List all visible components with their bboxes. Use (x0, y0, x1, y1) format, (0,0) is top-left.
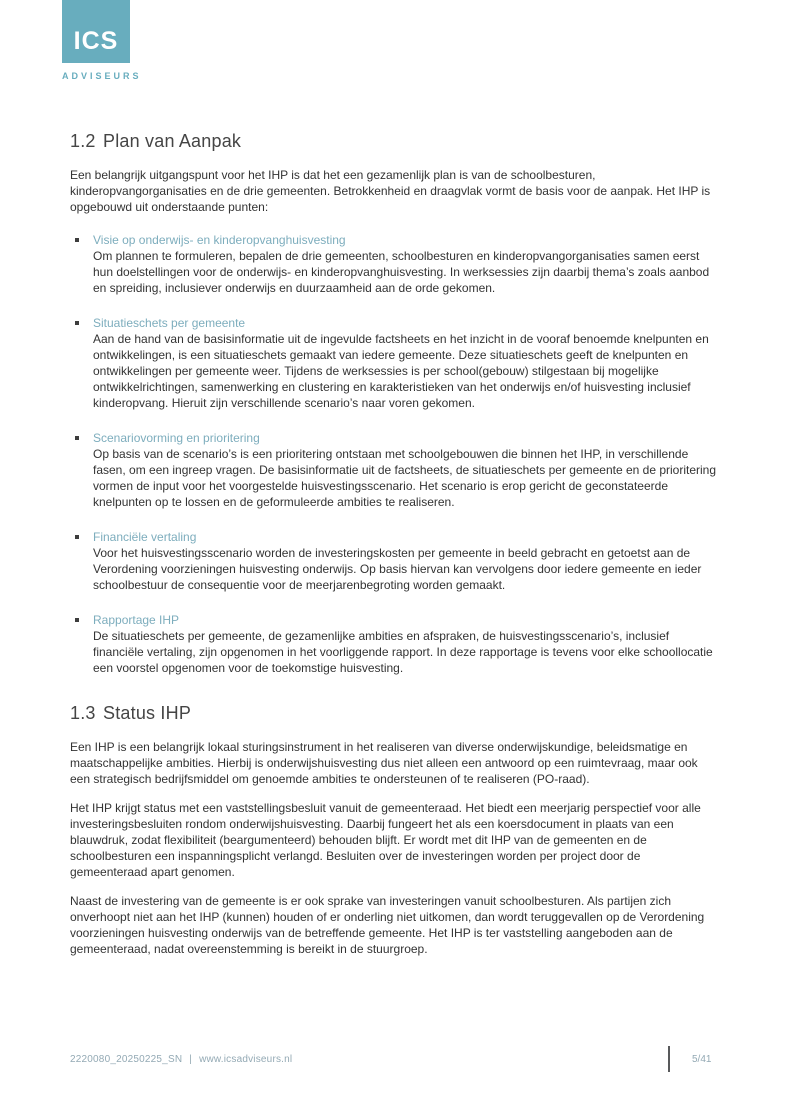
section-heading-1-2 (70, 131, 718, 152)
bullet-heading: Rapportage IHP (93, 613, 180, 627)
bullet-square-icon (75, 436, 79, 440)
bullet-text: Aan de hand van de basisinformatie uit de ingevulde factsheets en het inzicht in de vooraf benoemde knelpunten en ontwikkelingen, is een situatieschets gemaakt van iedere gemeente. Deze situatieschets geeft de knelpunten en ontwikkelingen per gemeente weer. Tijdens de werksessies is per school(gebouw) stilgestaan bij mogelijke ontwikkelrichtingen, samenwerking en clustering en karakteristieken van het onderwijs en/of huisvesting inclusief kinderopvang. Hieruit zijn verschillende scenario’s naar voren gekomen. (93, 332, 709, 410)
bullet-item (70, 529, 718, 593)
footer-divider (668, 1046, 670, 1072)
bullet-text: Voor het huisvestingsscenario worden de investeringskosten per gemeente in beeld gebracht en getoetst aan de Verordening voorzieningen huisvesting onderwijs. Op basis hiervan kan vervolgens door iedere gemeente en ieder schoolbestuur de consequentie voor de meerjarenbegroting worden gemaakt. (93, 546, 702, 592)
paragraph: Een IHP is een belangrijk lokaal sturingsinstrument in het realiseren van diverse onderwijskundige, beleidsmatige en maatschappelijke ambities. Hierbij is onderwijshuisvesting dus niet alleen een antwoord op een ruimtevraag, maar ook een strategisch bedrijfsmiddel om genoemde ambities te ondersteunen of te realiseren (PO-raad). (70, 740, 698, 786)
page-content (70, 131, 718, 970)
footer-left (70, 1054, 292, 1065)
bullet-text: Om plannen te formuleren, bepalen de drie gemeenten, schoolbesturen en kinderopvangorganisaties samen eerst hun doelstellingen voor de onderwijs- en kinderopvanghuisvesting. In werksessies zijn daarbij thema’s zoals aanbod en spreiding, inclusiever onderwijs en duurzaamheid aan de orde gekomen. (93, 249, 710, 295)
bullet-item (70, 232, 718, 296)
bullet-heading: Scenariovorming en prioritering (93, 431, 260, 445)
bullet-text: De situatieschets per gemeente, de gezamenlijke ambities en afspraken, de huisvestingsscenario’s, inclusief financiële vertaling, zijn opgenomen in het voorliggende rapport. In deze rapportage is tevens voor elke schoollocatie een voorstel opgenomen voor de toekomstige huisvesting. (93, 629, 713, 675)
intro-paragraph: Een belangrijk uitgangspunt voor het IHP is dat het een gezamenlijk plan is van de schoolbesturen, kinderopvangorganisaties en de drie gemeenten. Betrokkenheid en draagvlak vormt de basis voor de aanpak. Het IHP is opgebouwd uit onderstaande punten: (70, 168, 711, 214)
bullet-text: Op basis van de scenario’s is een prioritering ontstaan met schoolgebouwen die binnen het IHP, in verschillende fasen, om een ingreep vragen. De basisinformatie uit de factsheets, de situatieschets per gemeente en de prioritering vormen de input voor het voorgestelde huisvestingsscenario. Het scenario is erop gericht de geconstateerde knelpunten op te lossen en de geformuleerde ambities te realiseren. (93, 447, 717, 509)
logo-square (62, 0, 130, 63)
bullet-square-icon (75, 535, 79, 539)
page-footer (0, 1045, 788, 1073)
paragraph: Het IHP krijgt status met een vaststellingsbesluit vanuit de gemeenteraad. Het biedt een meerjarig perspectief voor alle investeringsbesluiten rondom onderwijshuisvesting. Daarbij fungeert het als een koersdocument in plaats van een blauwdruk, zodat flexibiliteit (beargumenteerd) behouden blijft. Er wordt met dit IHP van de gemeenten en de schoolbesturen een inspanningsplicht verlangd. Besluiten over de investeringen worden per project door de gemeenteraad apart genomen. (70, 801, 701, 879)
section-title: Plan van Aanpak (103, 131, 242, 151)
footer-separator: | (189, 1054, 193, 1065)
bullet-square-icon (75, 238, 79, 242)
bullet-heading: Financiële vertaling (93, 530, 197, 544)
section-title: Status IHP (103, 703, 192, 723)
logo-subtext: ADVISEURS (62, 71, 142, 81)
bullet-item (70, 612, 718, 676)
logo-text: ICS (73, 27, 119, 55)
footer-page-number: 5/41 (692, 1054, 712, 1065)
footer-website-link[interactable]: www.icsadviseurs.nl (199, 1054, 293, 1065)
bullet-square-icon (75, 618, 79, 622)
bullet-square-icon (75, 321, 79, 325)
bullet-heading: Visie op onderwijs- en kinderopvanghuisvesting (93, 233, 346, 247)
section-heading-1-3 (70, 703, 718, 724)
paragraph: Naast de investering van de gemeente is er ook sprake van investeringen vanuit schoolbesturen. Als partijen zich onverhoopt niet aan het IHP (kunnen) houden of er onderling niet uitkomen, dan wordt teruggevallen op de Verordening voorzieningen huisvesting onderwijs van de betreffende gemeente. Het IHP is ter vaststelling aangeboden aan de gemeenteraad, nadat overeenstemming is bereikt in de stuurgroep. (70, 894, 705, 956)
bullet-heading: Situatieschets per gemeente (93, 316, 246, 330)
bullet-list (70, 232, 718, 676)
bullet-item (70, 430, 718, 510)
section-number: 1.3 (70, 703, 96, 723)
bullet-item (70, 315, 718, 411)
footer-doc-code: 2220080_20250225_SN (70, 1054, 183, 1065)
company-logo (62, 0, 152, 81)
section-number: 1.2 (70, 131, 96, 151)
